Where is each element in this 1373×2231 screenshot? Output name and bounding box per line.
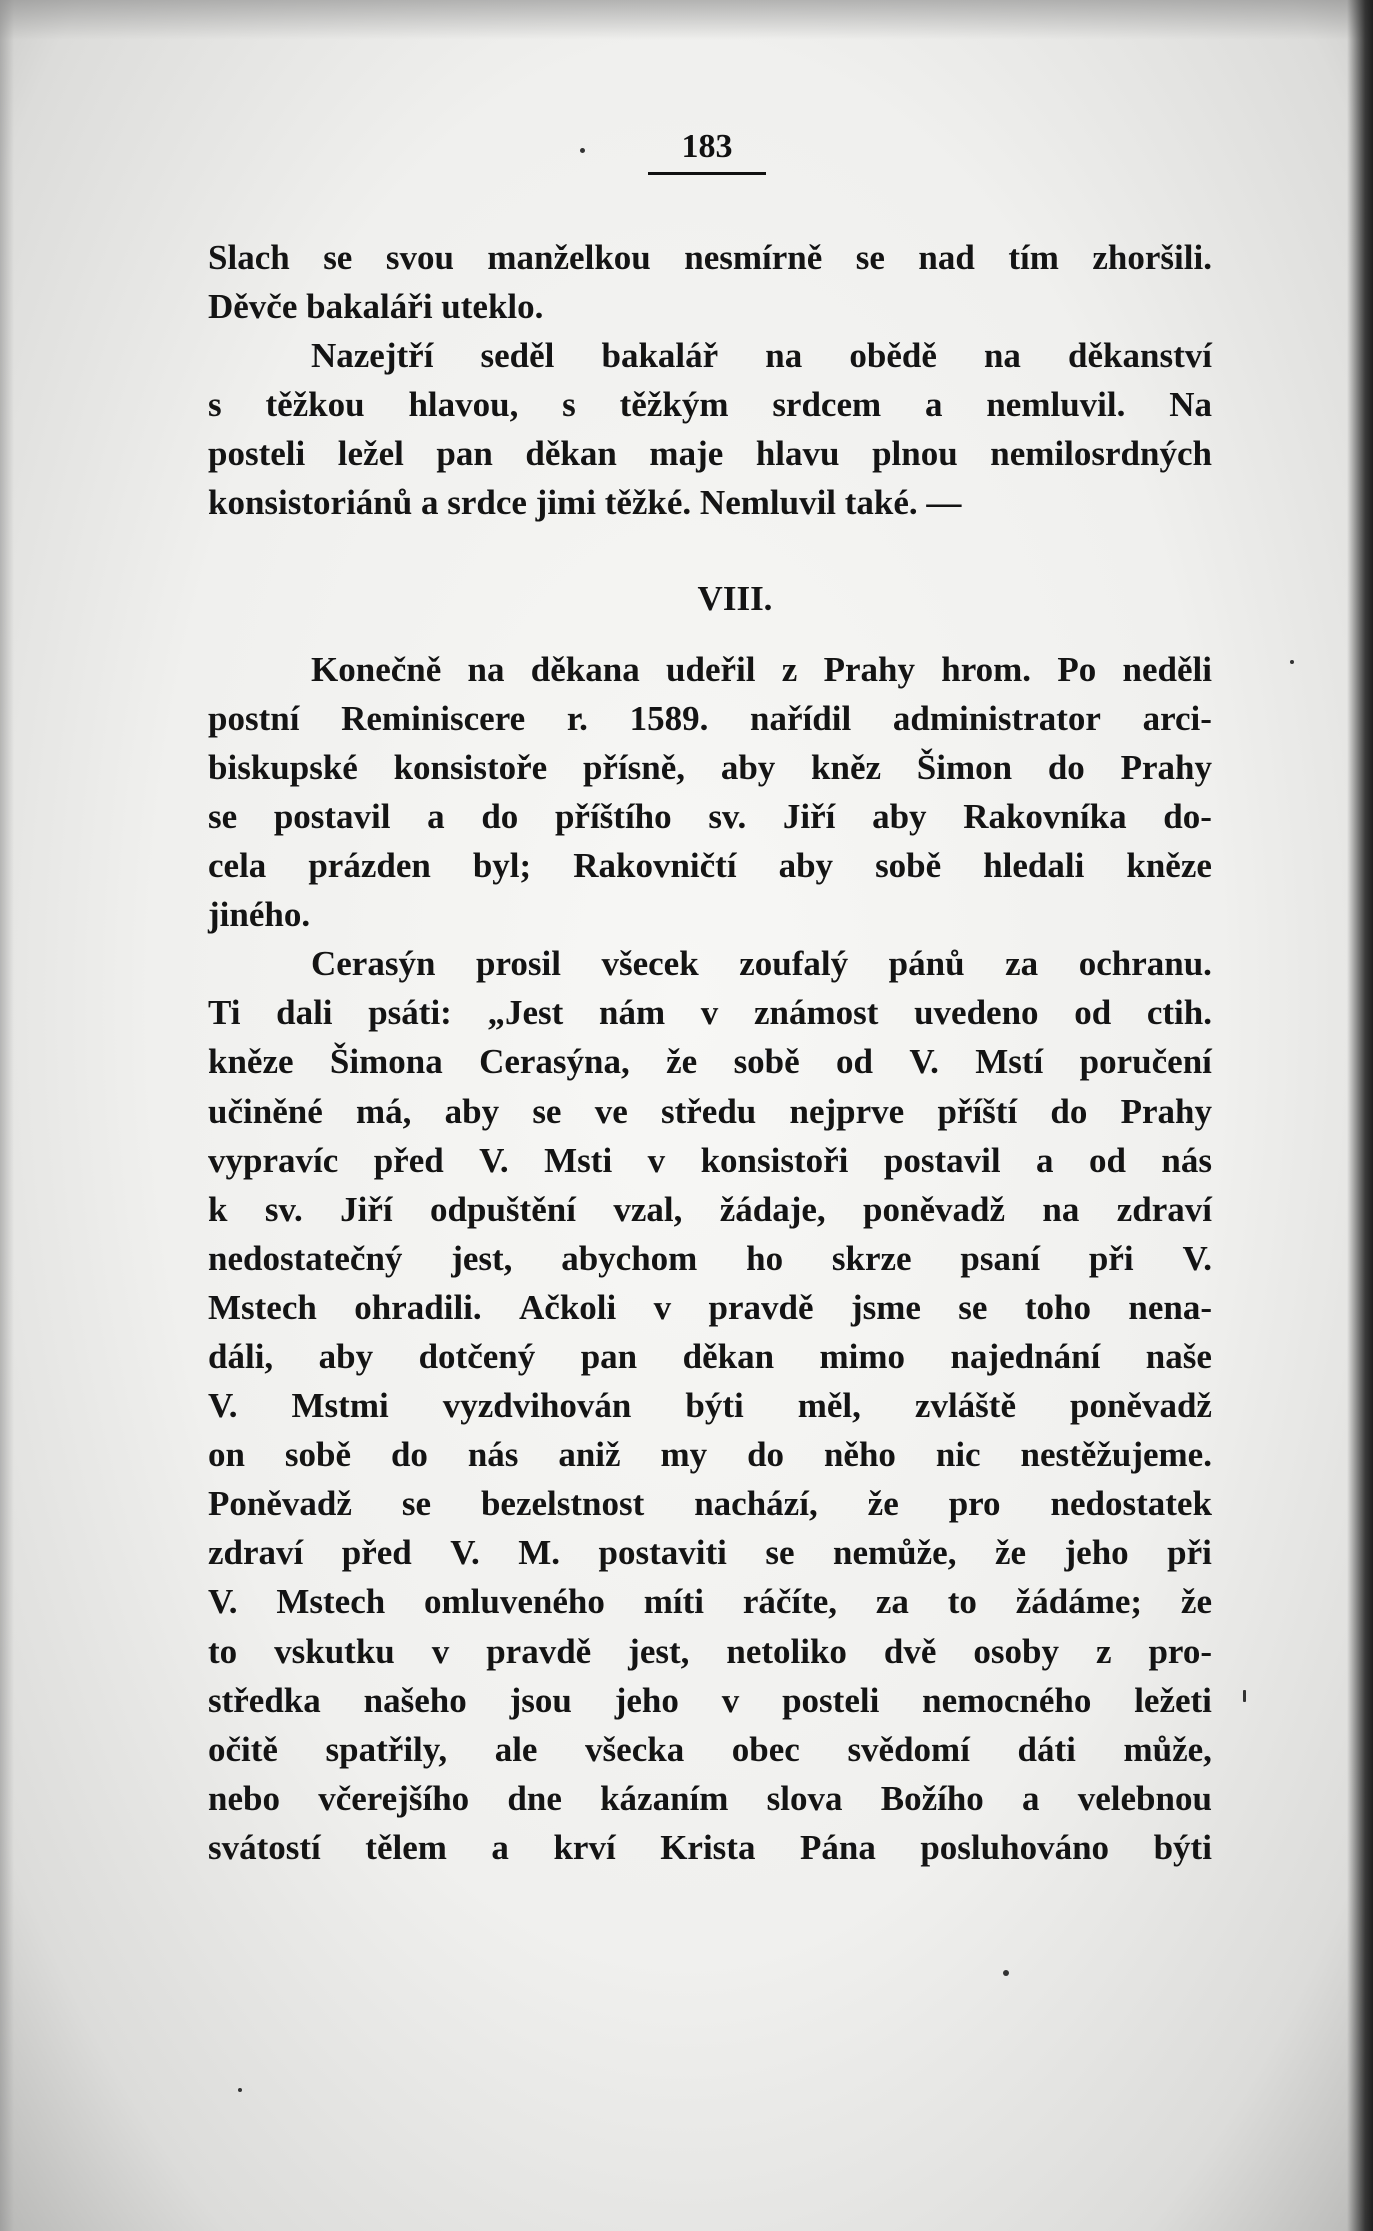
text-line: se postavil a do příštího sv. Jiří aby Rakovníka do- [208,796,1212,836]
text-line: zdraví před V. M. postaviti se nemůže, že jeho při [208,1533,1212,1573]
scan-shadow-left [0,0,14,2231]
text-line: Konečně na děkana udeřil z Prahy hrom. Po neděli [311,649,1212,689]
scan-shadow-top [0,0,1373,40]
text-line: V. Mstech omluveného míti ráčíte, za to žádáme; že [208,1582,1212,1622]
text-line: on sobě do nás aniž my do něho nic nestěžujeme. [208,1435,1212,1475]
text-line: to vskutku v pravdě jest, netoliko dvě osoby z pro- [208,1631,1212,1671]
scan-speck [1243,1690,1246,1702]
text-line: jiného. [208,895,311,935]
text-line: vypravíc před V. Msti v konsistoři postavil a od nás [208,1140,1212,1180]
text-line: postní Reminiscere r. 1589. nařídil administrator arci- [208,698,1212,738]
text-line: biskupské konsistoře přísně, aby kněz Šimon do Prahy [208,747,1212,787]
text-line: nedostatečný jest, abychom ho skrze psaní při V. [208,1238,1212,1278]
scan-speck [238,2088,242,2092]
text-line: Cerasýn prosil všecek zoufalý pánů za ochranu. [311,944,1212,984]
scan-speck [1290,660,1294,664]
text-line: středka našeho jsou jeho v posteli nemocného ležeti [208,1680,1212,1720]
section-gap [208,623,1212,645]
text-line: kněze Šimona Cerasýna, že sobě od V. Mstí poručení [208,1042,1212,1082]
text-line: V. Mstmi vyzdvihován býti měl, zvláště poněvadž [208,1386,1212,1426]
scan-shadow-right [1347,0,1373,2231]
text-line: Nazejtří seděl bakalář na obědě na děkanství [311,336,1212,376]
text-line: učiněné má, aby se ve středu nejprve příští do Prahy [208,1091,1212,1131]
text-line: očitě spatřily, ale všecka obec svědomí dáti může, [208,1729,1212,1769]
text-line: nebo včerejšího dne kázaním slova Božího a velebnou [208,1778,1212,1818]
text-line: Mstech ohradili. Ačkoli v pravdě jsme se toho nena- [208,1287,1212,1327]
scan-speck [580,148,585,153]
text-line: dáli, aby dotčený pan děkan mimo najednání naše [208,1336,1212,1376]
text-line: konsistoriánů a srdce jimi těžké. Nemluvil také. — [208,483,962,523]
text-line: Děvče bakaláři uteklo. [208,287,544,327]
text-line: Ti dali psáti: „Jest nám v známost uvedeno od ctih. [208,993,1212,1033]
text-line: s těžkou hlavou, s těžkým srdcem a nemluvil. Na [208,385,1212,425]
text-line: k sv. Jiří odpuštění vzal, žádaje, poněvadž na zdraví [208,1189,1212,1229]
text-line: svátostí tělem a krví Krista Pána posluhováno býti [208,1827,1212,1867]
chapter-heading: VIII. [697,578,773,618]
text-line: cela prázden byl; Rakovničtí aby sobě hledali kněze [208,846,1212,886]
text-line: Slach se svou manželkou nesmírně se nad tím zhoršili. [208,238,1212,277]
text-line: Poněvadž se bezelstnost nachází, že pro nedostatek [208,1484,1212,1524]
body-text [208,233,1212,1872]
section-gap [208,528,1212,574]
text-line: posteli ležel pan děkan maje hlavu plnou nemilosrdných [208,434,1212,474]
scan-speck [1003,1970,1009,1976]
page-number: 183 [648,128,766,175]
